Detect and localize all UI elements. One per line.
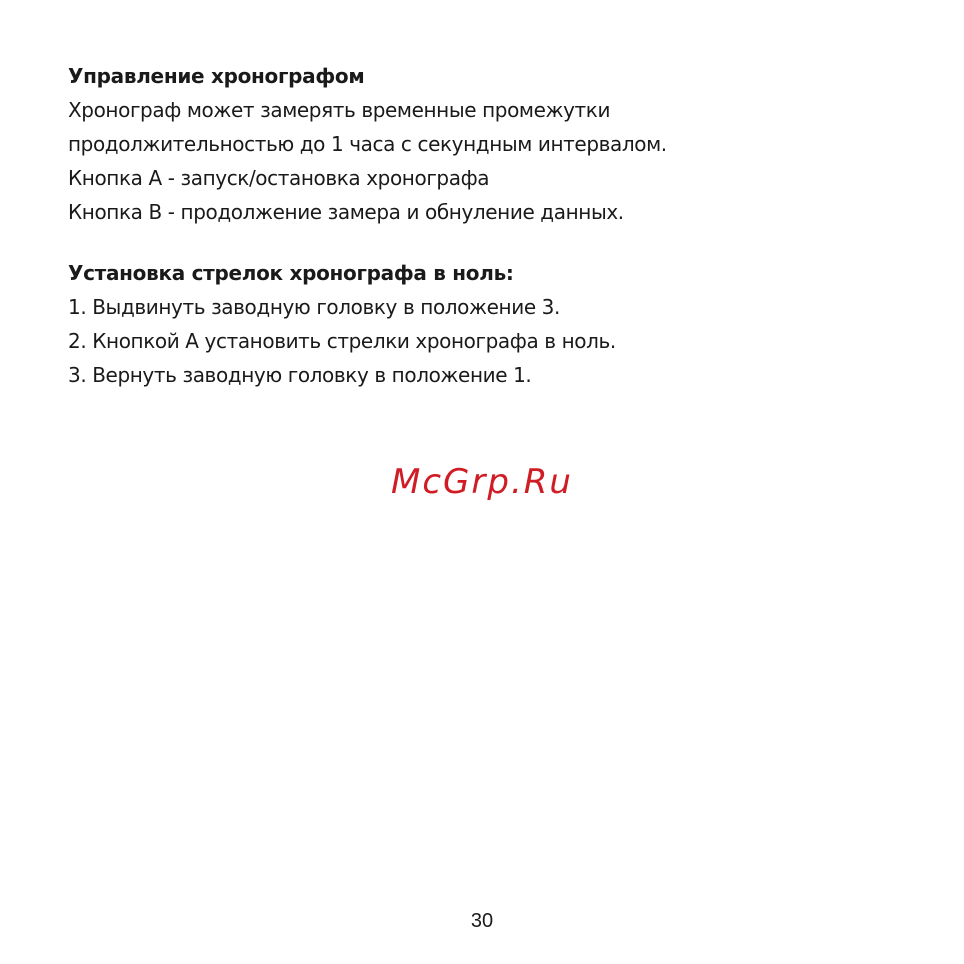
list-item: 3. Вернуть заводную головку в положение 1. (68, 363, 532, 387)
list-item: 1. Выдвинуть заводную головку в положение 3. (68, 295, 560, 319)
chronograph-control-section (68, 60, 928, 229)
page-number: 30 (470, 910, 494, 932)
paragraph-line: Кнопка А - запуск/остановка хронографа (68, 166, 490, 190)
section-heading: Установка стрелок хронографа в ноль: (68, 261, 514, 285)
zero-reset-section (68, 257, 928, 392)
paragraph-line: Кнопка В - продолжение замера и обнуление данных. (68, 200, 624, 224)
watermark-text: McGrp.Ru (391, 462, 573, 502)
list-item: 2. Кнопкой А установить стрелки хронографа в ноль. (68, 329, 616, 353)
paragraph-line: Хронограф может замерять временные промежутки (68, 98, 611, 122)
page-content (68, 60, 928, 392)
section-heading: Управление хронографом (68, 64, 365, 88)
paragraph-line: продолжительностью до 1 часа с секундным интервалом. (68, 132, 667, 156)
